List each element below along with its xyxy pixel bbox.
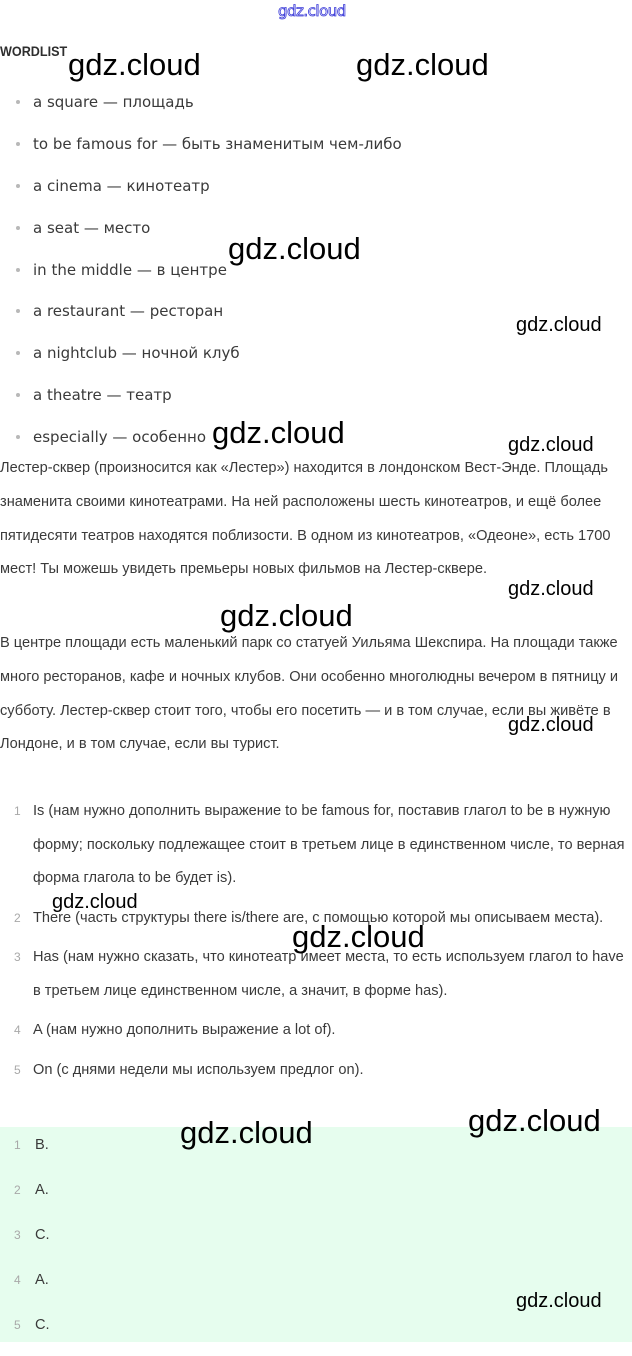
watermark: gdz.cloud: [180, 1115, 313, 1150]
wordlist-entry: a square — площадь: [33, 93, 194, 111]
explanation-text: Has (нам нужно сказать, что кинотеатр имеет места, то есть используем глагол to have в третьем лице единственном числе, а значит, в форме has).: [33, 949, 624, 999]
watermark: gdz.cloud: [508, 434, 594, 456]
item-number: 3: [14, 950, 21, 964]
wordlist-entry: especially — особенно: [33, 428, 207, 447]
watermark: gdz.cloud: [228, 231, 361, 266]
list-item: [0, 132, 402, 174]
watermark: gdz.cloud: [212, 415, 345, 450]
answer-key-item: [0, 1176, 50, 1221]
bullet-icon: [16, 226, 20, 230]
explanation-item: [0, 1054, 632, 1088]
explanation-text: There (часть структуры there is/there are, с помощью которой мы описываем места).: [33, 909, 604, 926]
item-number: 4: [14, 1273, 21, 1287]
watermark: gdz.cloud: [516, 1290, 602, 1312]
list-item: [0, 174, 402, 216]
explanation-item: [0, 1014, 632, 1048]
watermark: gdz.cloud: [356, 47, 489, 82]
item-number: 2: [14, 1183, 21, 1197]
bullet-icon: [16, 435, 20, 439]
watermark: gdz.cloud: [508, 578, 594, 600]
explanation-item: [0, 795, 632, 896]
wordlist-entry: in the middle — в центре: [33, 260, 227, 279]
wordlist-entry: to be famous for — быть знаменитым чем-либо: [33, 134, 402, 153]
bullet-icon: [16, 393, 20, 397]
answer-key-item: [0, 1131, 50, 1176]
bullet-icon: [16, 351, 20, 355]
list-item: [0, 90, 402, 132]
wordlist-entry: a seat — место: [33, 218, 151, 237]
bullet-icon: [16, 100, 20, 104]
bullet-icon: [16, 184, 20, 188]
translation-paragraph-2: В центре площади есть маленький парк со статуей Уильяма Шекспира. На площади также много ресторанов, кафе и ночных клубов. Они особенно многолюдны вечером в пятницу и субботу. Лестер-сквер стоит того, чтобы его посетить — и в том случае, если вы живёте в Лондоне, и в том случае, если вы турист.: [0, 635, 619, 753]
explanation-text: A (нам нужно дополнить выражение a lot of).: [33, 1022, 336, 1038]
wordlist: [0, 90, 402, 467]
bullet-icon: [16, 142, 20, 146]
explanation-text: Is (нам нужно дополнить выражение to be famous for, поставив глагол to be в нужную форму; поскольку подлежащее стоит в третьем лице в единственном числе, то верная форма глагола to be будет is).: [33, 803, 625, 886]
answer-text: B.: [35, 1137, 49, 1153]
item-number: 5: [14, 1318, 21, 1332]
answer-key-item: [0, 1266, 50, 1311]
item-number: 3: [14, 1228, 21, 1242]
watermark: gdz.cloud: [292, 919, 425, 954]
answer-key-list: [0, 1131, 50, 1356]
bullet-icon: [16, 268, 20, 272]
answer-text: A.: [35, 1182, 49, 1198]
translation-paragraph-1: Лестер-сквер (произносится как «Лестер») находится в лондонском Вест-Энде. Площадь знаменита своими кинотеатрами. На ней расположены шесть кинотеатров, и ещё более пятидесяти театров находятся поблизости. В одном из кинотеатров, «Одеоне», есть 1700 мест! Ты можешь увидеть премьеры новых фильмов на Лестер-сквере.: [0, 460, 611, 578]
answer-text: C.: [35, 1317, 50, 1333]
wordlist-entry: a restaurant — ресторан: [33, 302, 224, 321]
explanation-text: On (с днями недели мы используем предлог on).: [33, 1061, 364, 1078]
item-number: 4: [14, 1023, 21, 1037]
item-number: 5: [14, 1062, 21, 1077]
site-logo[interactable]: gdz.cloud: [278, 2, 346, 20]
watermark: gdz.cloud: [508, 714, 594, 736]
answer-text: C.: [35, 1227, 50, 1243]
watermark: gdz.cloud: [68, 47, 201, 82]
answer-key-item: [0, 1311, 50, 1356]
item-number: 2: [14, 910, 21, 925]
list-item: [0, 299, 402, 341]
item-number: 1: [14, 804, 21, 818]
wordlist-entry: a theatre — театр: [33, 386, 172, 405]
answer-text: A.: [35, 1272, 49, 1288]
list-item: [0, 341, 402, 383]
wordlist-entry: a nightclub — ночной клуб: [33, 344, 240, 363]
answer-key-item: [0, 1221, 50, 1266]
item-number: 1: [14, 1138, 21, 1152]
watermark: gdz.cloud: [468, 1103, 601, 1138]
watermark: gdz.cloud: [516, 314, 602, 336]
wordlist-entry: a cinema — кинотеатр: [33, 176, 210, 195]
wordlist-heading: WORDLIST: [0, 43, 68, 59]
watermark: gdz.cloud: [52, 891, 138, 913]
bullet-icon: [16, 309, 20, 313]
watermark: gdz.cloud: [220, 598, 353, 633]
